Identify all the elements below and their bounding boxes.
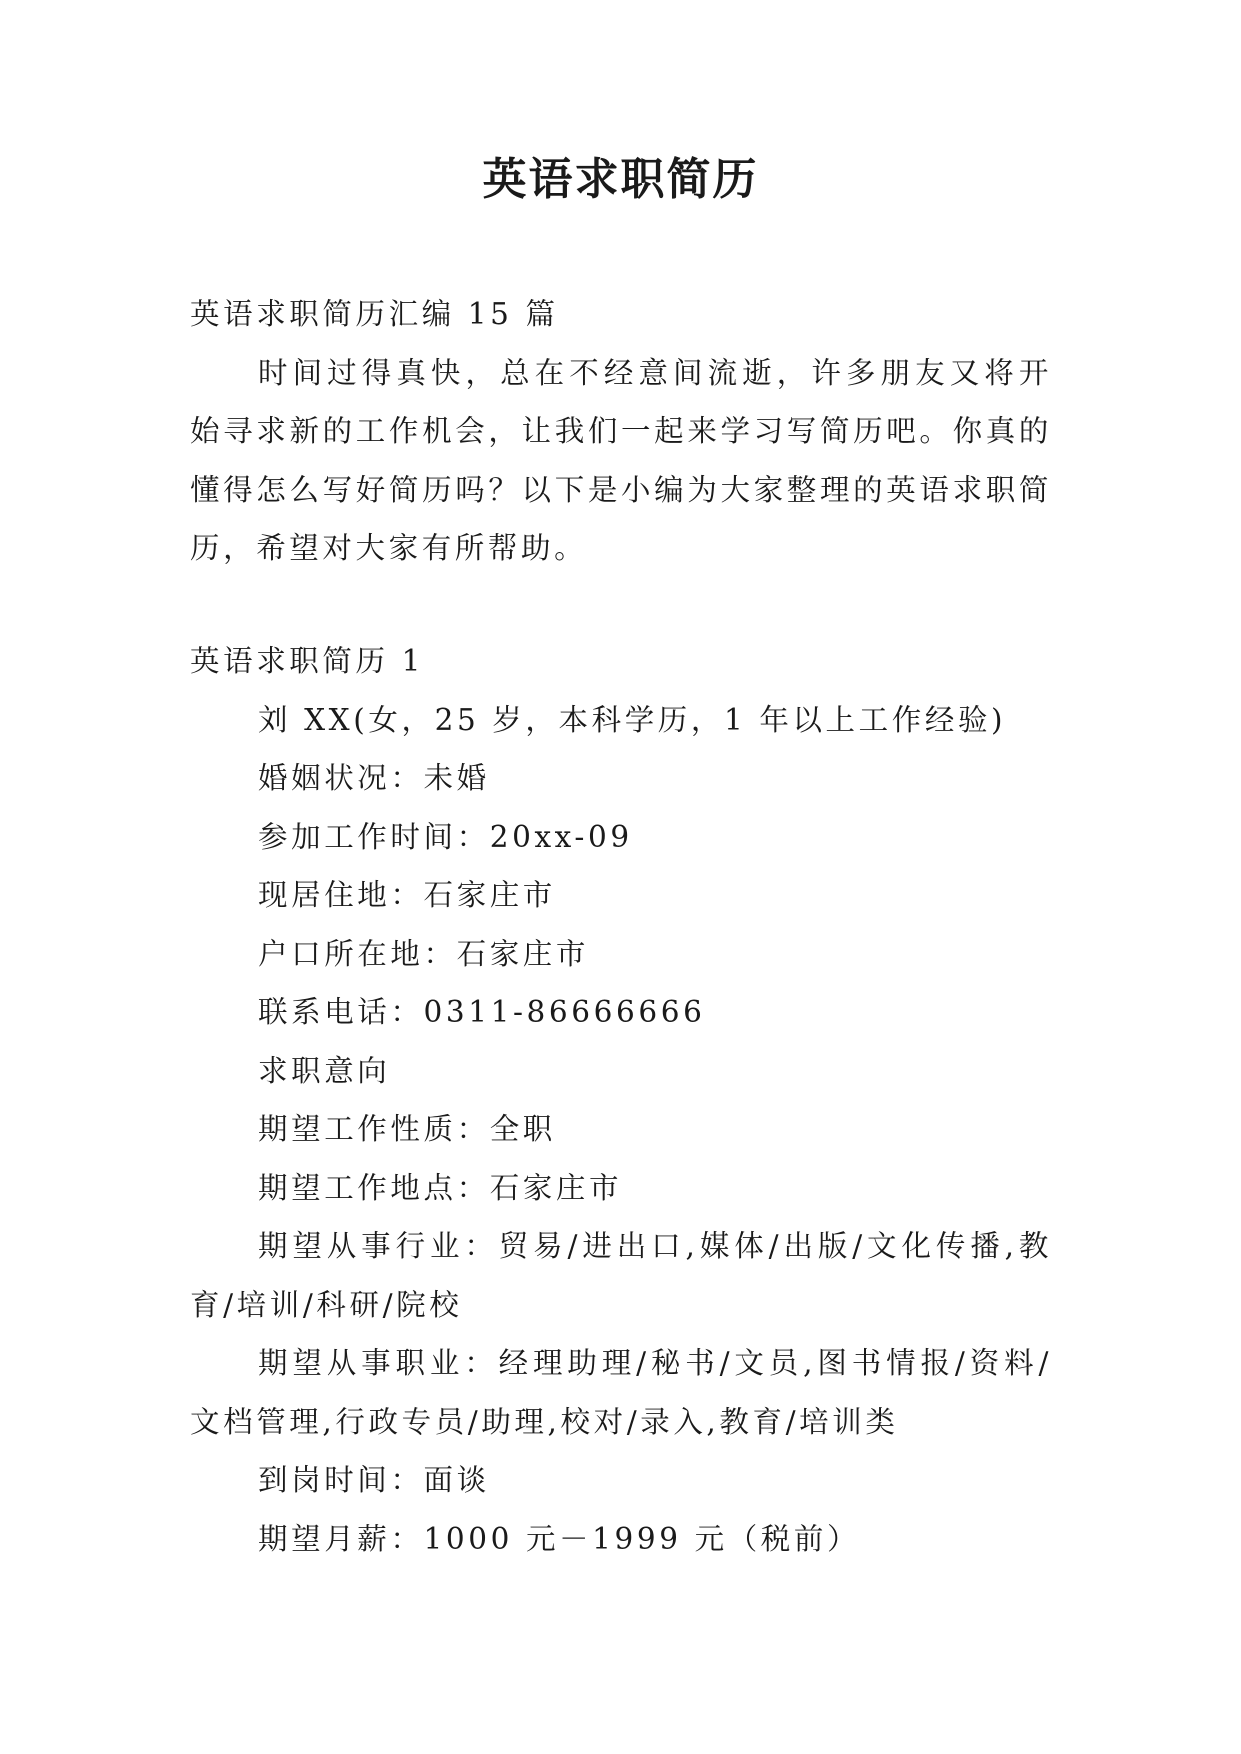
expected-occupation: 期望从事职业：经理助理/秘书/文员,图书情报/资料/文档管理,行政专员/助理,校对/录入,教育/培训类 — [190, 1346, 1052, 1439]
resume-section-1 — [190, 632, 1052, 1568]
document-title: 英语求职简历 — [482, 154, 759, 205]
household-registration: 户口所在地：石家庄市 — [258, 936, 590, 971]
current-residence: 现居住地：石家庄市 — [258, 878, 556, 912]
intro-block — [190, 285, 1052, 578]
section-heading: 英语求职简历 1 — [190, 644, 424, 678]
contact-phone: 联系电话：0311-86666666 — [258, 995, 706, 1029]
expected-job-type: 期望工作性质：全职 — [258, 1112, 556, 1146]
marital-status: 婚姻状况：未婚 — [258, 761, 490, 795]
collection-subtitle: 英语求职简历汇编 15 篇 — [190, 297, 559, 331]
job-intention-heading: 求职意向 — [258, 1053, 391, 1088]
expected-work-location: 期望工作地点：石家庄市 — [258, 1170, 623, 1205]
work-start-date: 参加工作时间：20xx-09 — [258, 819, 633, 854]
expected-industry: 期望从事行业：贸易/进出口,媒体/出版/文化传播,教育/培训/科研/院校 — [190, 1229, 1052, 1322]
personal-summary: 刘 XX(女，25 岁，本科学历，1 年以上工作经验) — [258, 702, 1007, 737]
availability: 到岗时间：面谈 — [258, 1463, 490, 1497]
expected-salary: 期望月薪：1000 元－1999 元（税前） — [258, 1521, 861, 1556]
intro-paragraph: 时间过得真快，总在不经意间流逝，许多朋友又将开始寻求新的工作机会，让我们一起来学习写简历吧。你真的懂得怎么写好简历吗？以下是小编为大家整理的英语求职简历，希望对大家有所帮助。 — [190, 355, 1052, 565]
